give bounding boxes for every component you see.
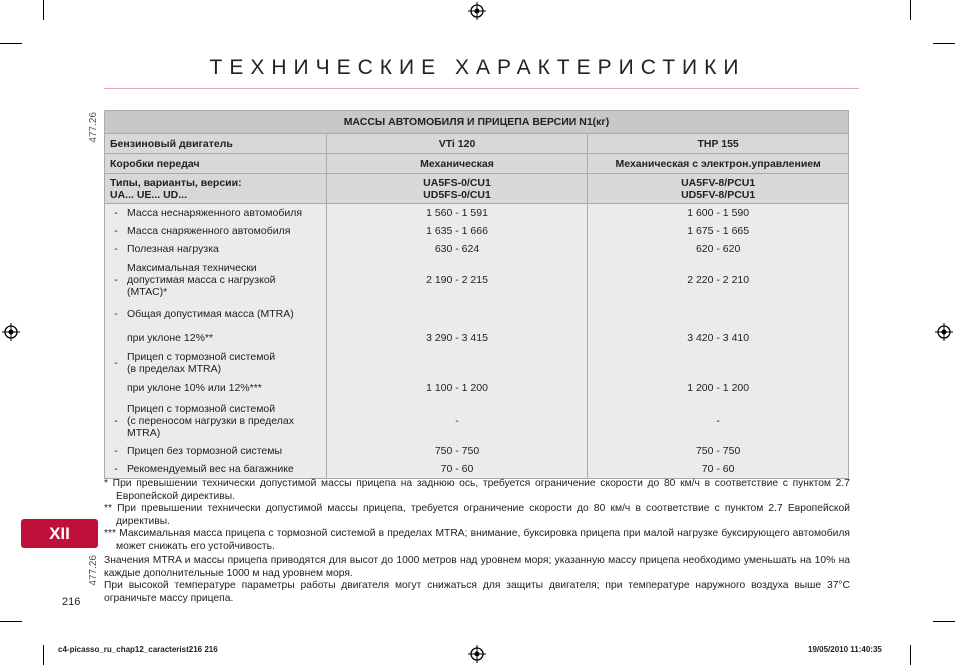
mass-row-label-text: Прицеп с тормозной системой (с переносом нагрузки в пределах MTRA): [127, 403, 294, 439]
page-number: 216: [62, 596, 81, 608]
mass-row-label: [105, 442, 326, 460]
chapter-tab: XII: [21, 519, 98, 548]
mass-row-value-a: 3 290 - 3 415: [426, 332, 488, 344]
crop-mark: [910, 645, 911, 665]
gearbox-a: Механическая: [326, 154, 588, 174]
bullet-dash: -: [114, 415, 118, 427]
crop-mark: [933, 621, 955, 622]
mass-row-value-a: 750 - 750: [434, 445, 480, 457]
mass-row-label-text: Масса снаряженного автомобиля: [127, 225, 291, 237]
table-title: МАССЫ АВТОМОБИЛЯ И ПРИЦЕПА ВЕРСИИ N1(кг): [105, 111, 849, 134]
mass-row-label: [105, 400, 326, 442]
footer-timestamp: 19/05/2010 11:40:35: [808, 645, 882, 654]
crop-mark: [0, 43, 22, 44]
types-a-line: UA5FS-0/CU1: [423, 176, 491, 189]
mass-row-value-b: 1 675 - 1 665: [687, 225, 750, 237]
crop-mark: [43, 0, 44, 20]
crop-mark: [43, 645, 44, 665]
mass-row-value-a: 1 560 - 1 591: [426, 207, 488, 219]
types-b-line: UA5FV-8/PCU1: [681, 176, 756, 189]
bullet-dash: -: [114, 357, 118, 369]
mass-row-label: [105, 258, 326, 302]
note-paragraph-2: При высокой температуре параметры работы двигателя могут снижаться для защиты двигателя; при температуре наружного воздуха выше 37°C ограничьте массу прицепа.: [104, 580, 850, 604]
mass-values-b-column: [588, 204, 849, 479]
mass-row-label-text: Прицеп без тормозной системы: [127, 445, 283, 457]
mass-row-label: [105, 204, 326, 222]
gearbox-label: Коробки передач: [105, 154, 327, 174]
types-label: [105, 174, 327, 204]
footer-file-info: c4-picasso_ru_chap12_caracterist216 216: [58, 645, 218, 654]
mass-row-value-a: 2 190 - 2 215: [426, 274, 488, 286]
mass-row-value-b: 3 420 - 3 410: [687, 332, 750, 344]
mass-row-value-a: -: [455, 415, 459, 427]
bullet-dash: -: [114, 207, 118, 219]
mass-row-label: [105, 460, 326, 478]
types-label-line: Типы, варианты, версии:: [110, 176, 242, 189]
types-a: [326, 174, 588, 204]
mass-row-value-b: 750 - 750: [695, 445, 741, 457]
mass-row-label-text: Масса неснаряженного автомобиля: [127, 207, 303, 219]
bullet-dash: -: [114, 225, 118, 237]
mass-row-label-text: Прицеп с тормозной системой (в пределах MTRA): [127, 351, 276, 375]
registration-mark-icon: [468, 645, 486, 663]
bullet-dash: -: [114, 308, 118, 320]
crop-mark: [0, 621, 22, 622]
mass-row-label-text: Рекомендуемый вес на багажнике: [127, 463, 294, 475]
mass-row-value-a: 1 635 - 1 666: [426, 225, 488, 237]
mass-row-label-text: Общая допустимая масса (MTRA): [127, 308, 294, 320]
mass-row-label-text: Максимальная технически допустимая масса с нагрузкой (МТАС)*: [127, 262, 276, 298]
mass-row-value-a: 70 - 60: [440, 463, 474, 475]
registration-mark-icon: [935, 323, 953, 341]
mass-row-value-b: [588, 350, 848, 376]
mass-row-value-b: 1 600 - 1 590: [687, 207, 750, 219]
mass-row-value-a: 1 100 - 1 200: [426, 382, 488, 394]
footnote-2: ** При превышении технически допустимой массы прицепа, требуется ограничение скорости до 80 км/ч в соответствие с пунктом 2.7 Европейской директивы.: [104, 503, 850, 527]
mass-spec-table: [104, 110, 849, 479]
types-label-line: UA... UE... UD...: [110, 188, 188, 201]
mass-row-value-b: 70 - 60: [701, 463, 735, 475]
footnote-1: * При превышении технически допустимой массы прицепа на заднюю ось, требуется ограничение скорости до 80 км/ч в соответствие с пунктом 2.7 Европейской директивы.: [104, 478, 850, 502]
mass-labels-column: [105, 204, 327, 479]
mass-row-value-a: [327, 302, 588, 326]
mass-row-value-b: [588, 302, 848, 326]
title-divider: [104, 88, 859, 89]
crop-mark: [933, 43, 955, 44]
mass-values-a-column: [326, 204, 588, 479]
note-paragraph-1: Значения MTRA и массы прицепа приводятся для высот до 1000 метров над уровнем моря; указанную массу прицепа необходимо уменьшать на 10% на каждые дополнительные 1000 м над уровнем моря.: [104, 555, 850, 579]
mass-row-value-b: 2 220 - 2 210: [687, 274, 750, 286]
engine-a: VTi 120: [326, 134, 588, 154]
mass-row-label: [105, 240, 326, 258]
bullet-dash: -: [114, 243, 118, 255]
registration-mark-icon: [468, 2, 486, 20]
engine-label: Бензиновый двигатель: [105, 134, 327, 154]
mass-row-label: [105, 326, 326, 350]
mass-row-label: [105, 302, 326, 326]
mass-row-label: [105, 222, 326, 240]
mass-row-value-b: 620 - 620: [695, 243, 741, 255]
mass-row-label: [105, 376, 326, 400]
bullet-dash: -: [114, 445, 118, 457]
mass-row-value-a: 630 - 624: [434, 243, 480, 255]
page-title: ТЕХНИЧЕСКИЕ ХАРАКТЕРИСТИКИ: [209, 56, 746, 79]
mass-row-value-a: [327, 350, 588, 376]
crop-mark: [910, 0, 911, 20]
mass-row-label-text: при уклоне 12%**: [127, 332, 214, 344]
mass-row-label: [105, 350, 326, 376]
mass-row-label-text: при уклоне 10% или 12%***: [127, 382, 262, 394]
types-b: [588, 174, 849, 204]
footnote-3: *** Максимальная масса прицепа с тормозной системой в пределах MTRA; внимание, буксировка прицепа при малой нагрузке буксирующего автомобиля может снижать его устойчивость.: [104, 528, 850, 552]
side-code-top: 477.26: [88, 112, 99, 143]
gearbox-b: Механическая с электрон.управлением: [588, 154, 849, 174]
engine-b: THP 155: [588, 134, 849, 154]
types-b-line: UD5FV-8/PCU1: [681, 188, 756, 201]
types-a-line: UD5FS-0/CU1: [423, 188, 491, 201]
registration-mark-icon: [2, 323, 20, 341]
mass-row-value-b: 1 200 - 1 200: [687, 382, 750, 394]
footnotes: [104, 478, 850, 605]
mass-row-label-text: Полезная нагрузка: [127, 243, 219, 255]
side-code-bottom: 477.26: [88, 555, 99, 586]
bullet-dash: -: [114, 463, 118, 475]
bullet-dash: -: [114, 274, 118, 286]
mass-row-value-b: -: [716, 415, 720, 427]
